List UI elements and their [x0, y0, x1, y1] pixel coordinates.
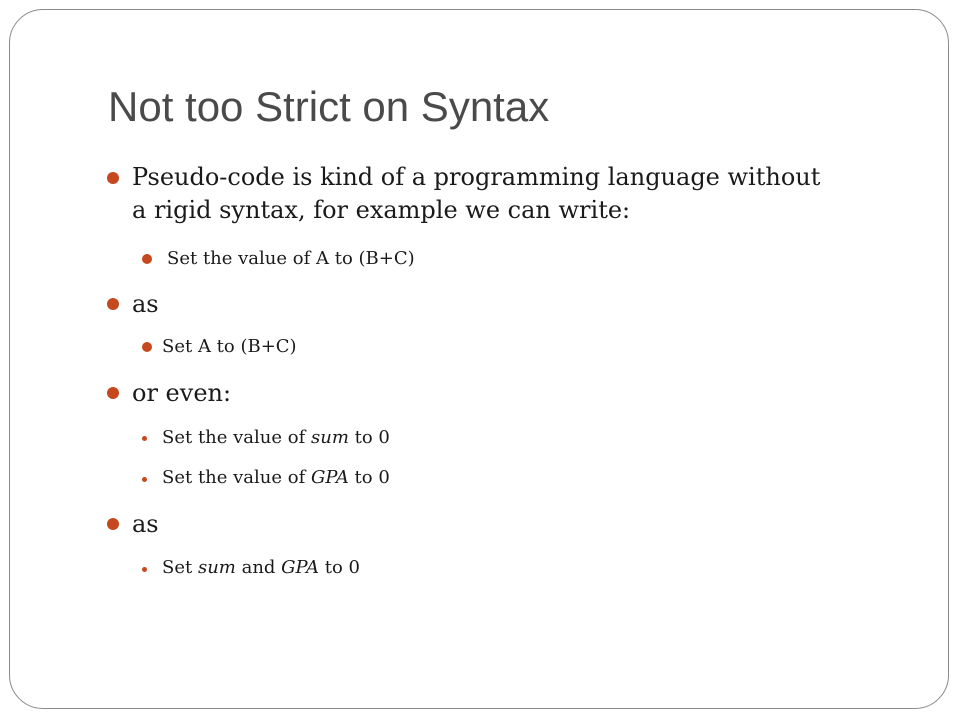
text-part: Set the value of: [162, 467, 311, 488]
emphasis: GPA: [310, 467, 349, 488]
text-part: and: [235, 557, 282, 578]
bullet-icon: [107, 298, 119, 310]
sub-bullet-text: [162, 466, 390, 490]
bullet-icon: [107, 518, 119, 530]
sub-bullet-text: Set A to (B+C): [162, 336, 297, 357]
bullet-line: a rigid syntax, for example we can write:: [132, 196, 631, 224]
small-bullet-icon: [142, 477, 147, 482]
sub-bullet-icon: [142, 254, 152, 264]
bullet-line: Pseudo-code is kind of a programming language without: [132, 163, 821, 191]
sub-bullet-text: [162, 426, 390, 450]
slide-title: Not too Strict on Syntax: [108, 83, 550, 130]
bullet-text: [132, 161, 820, 227]
small-bullet-icon: [142, 436, 147, 441]
bullet-icon: [107, 387, 119, 399]
sub-bullet-text: [162, 556, 360, 580]
text-part: Set: [162, 557, 198, 578]
emphasis: sum: [197, 557, 236, 578]
text-part: to 0: [348, 427, 390, 448]
text-part: to 0: [319, 557, 360, 578]
sub-bullet-text: Set the value of A to (B+C): [167, 248, 415, 269]
text-part: to 0: [348, 467, 390, 488]
bullet-text: as: [132, 290, 159, 318]
bullet-icon: [107, 172, 119, 184]
emphasis: sum: [310, 427, 349, 448]
bullet-text: or even:: [132, 379, 232, 407]
emphasis: GPA: [281, 557, 319, 578]
small-bullet-icon: [142, 567, 147, 572]
sub-bullet-icon: [142, 342, 152, 352]
bullet-text: as: [132, 510, 159, 538]
text-part: Set the value of: [162, 427, 311, 448]
